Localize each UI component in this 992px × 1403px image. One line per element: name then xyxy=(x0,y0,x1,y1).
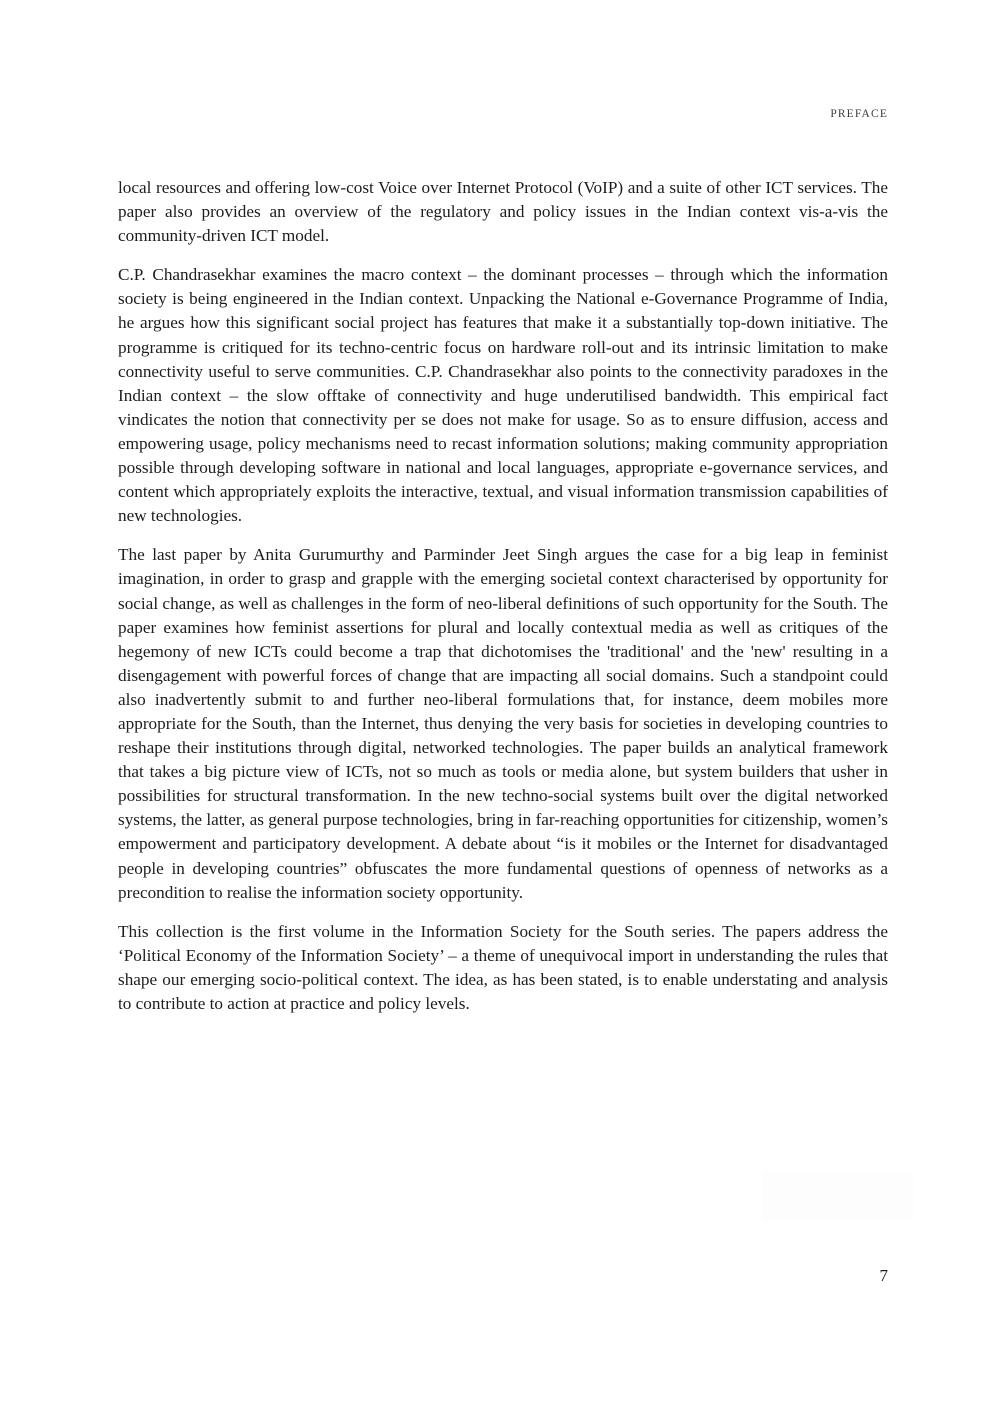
paragraph: C.P. Chandrasekhar examines the macro context – the dominant processes – through which the information society is being engineered in the Indian context. Unpacking the National e-Governance Programme of India, he argues how this significant social project has features that make it a substantially top-down initiative. The programme is critiqued for its techno-centric focus on hardware roll-out and its intrinsic limitation to make connectivity useful to serve communities. C.P. Chandrasekhar also points to the connectivity paradoxes in the Indian context – the slow offtake of connectivity and huge underutilised bandwidth. This empirical fact vindicates the notion that connectivity per se does not make for usage. So as to ensure diffusion, access and empowering usage, policy mechanisms need to recast information solutions; making community appropriation possible through developing software in national and local languages, appropriate e-governance services, and content which appropriately exploits the interactive, textual, and visual information transmission capabilities of new technologies. xyxy=(118,265,888,526)
paragraph: This collection is the first volume in the Information Society for the South series. The papers address the ‘Political Economy of the Information Society’ – a theme of unequivocal import in understanding the rules that shape our emerging socio-political context. The idea, as has been stated, is to enable understating and analysis to contribute to action at practice and policy levels. xyxy=(118,921,888,1013)
body-text-column xyxy=(118,176,888,1016)
paragraph: The last paper by Anita Gurumurthy and Parminder Jeet Singh argues the case for a big leap in feminist imagination, in order to grasp and grapple with the emerging societal context characterised by opportunity for social change, as well as challenges in the form of neo-liberal definitions of such opportunity for the South. The paper examines how feminist assertions for plural and locally contextual media as well as critiques of the hegemony of new ICTs could become a trap that dichotomises the 'traditional' and the 'new' resulting in a disengagement with powerful forces of change that are impacting all social domains. Such a standpoint could also inadvertently submit to and further neo-liberal formulations that, for instance, deem mobiles more appropriate for the South, than the Internet, thus denying the very basis for societies in developing countries to reshape their institutions through digital, networked technologies. The paper builds an analytical framework that takes a big picture view of ICTs, not so much as tools or media alone, but system builders that usher in possibilities for structural transformation. In the new techno-social systems built over the digital networked systems, the latter, as general purpose technologies, bring in far-reaching opportunities for citizenship, women’s empowerment and participatory development. A debate about “is it mobiles or the Internet for disadvantaged people in developing countries” obfuscates the more fundamental questions of openness of networks as a precondition to realise the information society opportunity. xyxy=(118,545,888,902)
paragraph: local resources and offering low-cost Voice over Internet Protocol (VoIP) and a suite of other ICT services. The paper also provides an overview of the regulatory and policy issues in the Indian context vis-a-vis the community-driven ICT model. xyxy=(118,178,888,246)
page-number: 7 xyxy=(879,1266,888,1285)
scan-artifact xyxy=(762,1172,914,1220)
running-head: PREFACE xyxy=(830,108,888,120)
